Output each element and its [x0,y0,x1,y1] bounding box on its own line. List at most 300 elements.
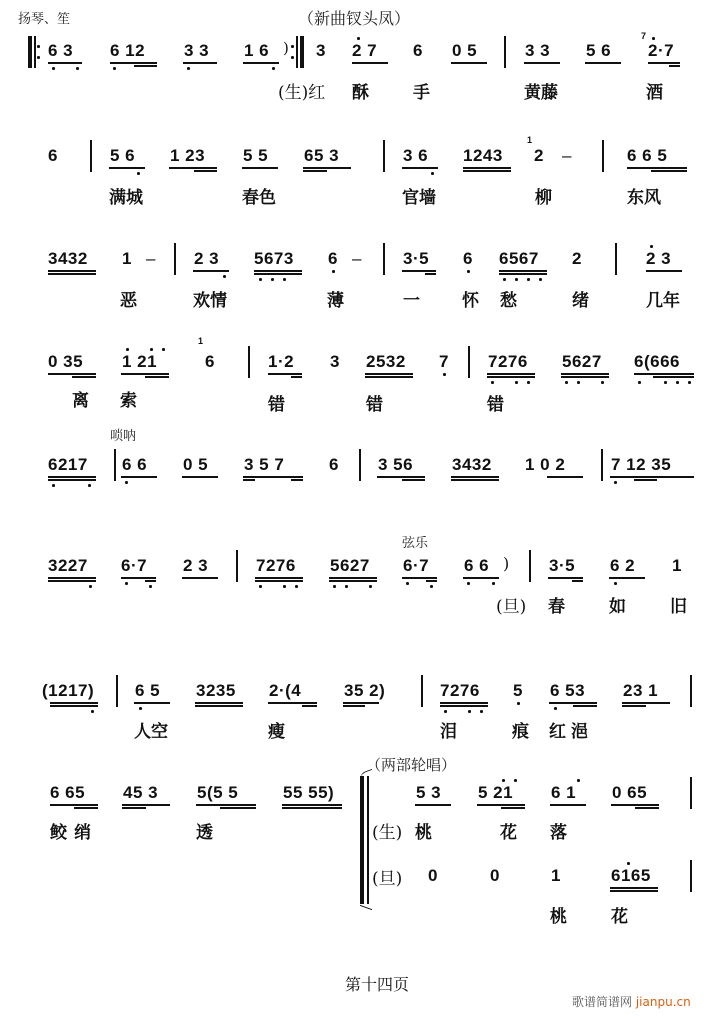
underline [440,702,488,704]
low-dot [539,278,542,281]
underline [282,804,342,806]
note-group: 3 6 [403,146,429,165]
low-dot [295,585,298,588]
underline [145,580,156,582]
note-group: 1 21 [122,352,158,371]
underline [121,476,157,478]
bracket-bottom [360,900,372,910]
note: 0 [428,866,438,885]
lyric: 痕 [512,722,529,742]
bracket-top [360,769,372,779]
underline [122,807,146,809]
underline [669,65,680,67]
underline [549,702,597,704]
low-dot [76,67,79,70]
note-group: 5627 [330,556,370,575]
barline [383,140,385,172]
underline [145,376,169,378]
underline [220,807,256,809]
repeat-dot [37,56,40,59]
note-group: 1 6 [244,41,270,60]
note-group: 2 7 [352,41,378,60]
underline [463,170,511,172]
underline [499,270,547,272]
underline [182,577,218,579]
note: 1 [672,556,682,575]
high-dot [126,348,129,351]
underline [627,167,687,169]
underline [573,705,597,707]
lyric: 瘦 [268,722,285,742]
low-dot [187,67,190,70]
underline [302,705,317,707]
high-dot [650,245,653,248]
low-dot [467,582,470,585]
lyric: 绡 [74,823,91,843]
lyric: 怀 [462,291,479,311]
underline [50,702,98,704]
barline [359,449,361,481]
low-dot [369,585,372,588]
underline [477,804,525,806]
low-dot [149,585,152,588]
lyric: 鲛 [50,823,67,843]
note-group: 6·7 [121,556,148,575]
high-dot [162,348,165,351]
note-group: 1 23 [170,146,206,165]
note: 6 [329,455,339,474]
note-group: 0 5 [183,455,209,474]
lyric: (生)红 [278,83,326,103]
low-dot [139,707,142,710]
note: 6 [463,249,473,268]
low-dot [527,278,530,281]
low-dot [430,585,433,588]
underline [463,167,511,169]
underline [651,170,687,172]
underline [572,580,583,582]
lyric: 红 [549,722,566,742]
underline [415,804,451,806]
low-dot [676,381,679,384]
note: 0 [490,866,500,885]
lyric: 酒 [646,83,663,103]
low-dot [614,481,617,484]
low-dot [89,585,92,588]
note-group: 6·7 [403,556,430,575]
low-dot [113,67,116,70]
duet-label: （两部轮唱） [366,756,457,774]
note-group: 3·5 [549,556,576,575]
note-group: 6 53 [550,681,586,700]
page-number: 第十四页 [345,975,410,994]
underline [610,890,658,892]
note-group: 5 6 [110,146,136,165]
underline [524,62,560,64]
underline [194,170,217,172]
underline [196,804,256,806]
lyric: 绪 [572,291,589,311]
underline [255,580,303,582]
high-dot [357,37,360,40]
underline [242,167,278,169]
lyric: 离 [72,391,89,411]
underline [122,804,170,806]
underline [255,577,303,579]
underline [195,705,243,707]
note-group: 2 3 [646,249,672,268]
underline [425,273,436,275]
watermark-site: 歌谱简谱网 [572,995,633,1009]
low-dot [52,484,55,487]
instrument-label: 弦乐 [402,536,429,551]
underline [440,705,488,707]
note-group: 0 65 [612,783,648,802]
underline [365,376,413,378]
low-dot [444,710,447,713]
note-group: 1·2 [268,352,295,371]
underline [48,479,96,481]
note: 2 [534,146,544,165]
note-group: 1243 [463,146,503,165]
low-dot [468,710,471,713]
barline [690,777,692,809]
note-group: 2·7 [648,41,675,60]
barline [114,449,116,481]
note-group: 3235 [196,681,236,700]
lyric: 人空 [134,722,168,742]
lyric: 愁 [500,291,517,311]
low-dot [515,381,518,384]
underline [451,62,487,64]
underline [109,167,145,169]
repeat-dot [37,45,40,48]
underline [487,376,535,378]
instrument-label: 扬琴、笙 [18,12,71,27]
note-group: 2·(4 [269,681,302,700]
underline [48,476,96,478]
low-dot [601,381,604,384]
barline [383,243,385,275]
barline [601,449,603,481]
underline [268,373,302,375]
lyric: 浥 [571,722,588,742]
note-group: 23 1 [623,681,659,700]
lyric: 错 [268,395,285,415]
underline [611,804,659,806]
low-dot [491,381,494,384]
underline [134,65,157,67]
note-group: 6 3 [48,41,74,60]
underline [110,62,157,64]
note-group: 5 21 [478,783,514,802]
underline [548,577,583,579]
high-dot [652,37,655,40]
lyric: 酥 [352,83,369,103]
note-group: 3432 [48,249,88,268]
note-group: 0 35 [48,352,84,371]
underline [402,167,438,169]
note-group: 3227 [48,556,88,575]
repeat-dot [291,45,294,48]
underline [329,580,377,582]
lyric: 一 [403,291,420,311]
underline [134,702,170,704]
note-group: 5(5 5 [197,783,239,802]
repeat-start-barline [28,36,32,68]
underline [48,577,96,579]
note-group: 6165 [611,866,651,885]
underline [50,804,98,806]
low-dot [492,582,495,585]
underline [183,62,217,64]
low-dot [88,484,91,487]
underline [426,580,437,582]
note-group: 0 5 [452,41,478,60]
underline [634,479,657,481]
lyric: 旧 [670,597,687,617]
role-label: (生) [372,823,403,843]
underline [610,476,694,478]
low-dot [527,381,530,384]
low-dot [52,67,55,70]
low-dot [503,278,506,281]
note-group: 2 3 [183,556,209,575]
underline [48,580,96,582]
underline [72,376,96,378]
note-group: 6 6 [464,556,490,575]
low-dot [406,582,409,585]
underline [487,373,535,375]
underline [329,577,377,579]
note-group: 2 3 [194,249,220,268]
lyric: 泪 [440,722,457,742]
note: 1 [122,249,132,268]
instrument-label: 唢呐 [110,429,137,444]
lyric: 恶 [120,291,137,311]
underline [291,479,303,481]
barline [174,243,176,275]
underline [50,705,98,707]
low-dot [480,710,483,713]
underline [254,270,302,272]
high-dot [514,779,517,782]
underline [182,476,218,478]
note-group: 5 3 [416,783,442,802]
note-group: 7276 [440,681,480,700]
underline [282,807,342,809]
underline [463,577,499,579]
underline [291,376,302,378]
barline [248,346,250,378]
barline [504,36,506,68]
low-dot [517,702,520,705]
low-dot [638,381,641,384]
note-group: 5627 [562,352,602,371]
underline [585,62,621,64]
lyric: 花 [611,907,628,927]
underline [48,273,96,275]
note-group: 45 3 [123,783,159,802]
low-dot [565,381,568,384]
low-dot [515,278,518,281]
underline [48,373,96,375]
role-label: (旦) [496,597,527,617]
underline [501,807,525,809]
low-dot [688,381,691,384]
note-group: 5673 [254,249,294,268]
close-paren: ) [283,39,289,57]
note-group: 7276 [256,556,296,575]
low-dot [271,278,274,281]
underline [451,476,499,478]
underline [634,373,694,375]
dash: – [562,146,572,165]
lyric: 几年 [646,291,680,311]
barline [690,675,692,707]
lyric: 如 [609,597,626,617]
lyric: 欢情 [193,291,227,311]
underline [121,577,156,579]
underline [343,705,365,707]
note-group: 6 1 [551,783,577,802]
tune-title: （新曲钗头凤） [298,9,411,28]
high-dot [150,348,153,351]
note: 6 [328,249,338,268]
system-bracket-line [367,776,369,904]
low-dot [443,373,446,376]
underline [550,804,586,806]
lyric: 花 [500,823,517,843]
note-group: 6567 [499,249,539,268]
lyric: 桃 [550,907,567,927]
low-dot [577,381,580,384]
lyric: 薄 [327,291,344,311]
low-dot [283,585,286,588]
note: 5 [513,681,523,700]
low-dot [345,585,348,588]
lyric: 满城 [109,188,143,208]
dash: – [146,249,156,268]
note-group: 2532 [366,352,406,371]
underline [74,807,98,809]
underline [609,577,645,579]
barline [34,36,36,68]
note-group: 5 6 [586,41,612,60]
watermark [572,993,691,1010]
barline [296,36,298,68]
barline [529,550,531,582]
note-group: 6(666 [634,352,680,371]
underline [365,373,413,375]
underline [169,167,217,169]
note-group: 6 2 [610,556,636,575]
note-group: 5 5 [243,146,269,165]
low-dot [614,582,617,585]
underline [646,270,682,272]
underline [648,62,680,64]
high-dot [577,779,580,782]
note-group: 3 3 [525,41,551,60]
lyric: 东风 [627,188,661,208]
low-dot [333,585,336,588]
note-group: 3 56 [378,455,414,474]
underline [622,705,646,707]
grace-note: 1 [527,135,533,145]
underline [610,887,658,889]
note: 1 [551,866,561,885]
underline [243,479,255,481]
underline [268,702,317,704]
underline [254,273,302,275]
lyric: 柳 [535,188,552,208]
low-dot [664,381,667,384]
lyric: 桃 [415,823,432,843]
note: 3 [330,352,340,371]
barline [236,550,238,582]
lyric: 透 [196,823,213,843]
note: 2 [572,249,582,268]
low-dot [259,278,262,281]
note: 6 [48,146,58,165]
low-dot [283,278,286,281]
underline [343,702,379,704]
underline [193,270,229,272]
underline [402,577,437,579]
underline [377,476,425,478]
underline [48,270,96,272]
barline [615,243,617,275]
low-dot [259,585,262,588]
note-group: 6 5 [135,681,161,700]
note-group: 3 5 7 [244,455,285,474]
note-group: 3 3 [184,41,210,60]
low-dot [125,582,128,585]
note-group: 6 65 [50,783,86,802]
lyric: 错 [487,395,504,415]
underline [48,62,82,64]
note-group: 3·5 [403,249,430,268]
note-group: 6 6 5 [627,146,668,165]
barline [690,860,692,892]
barline [602,140,604,172]
lyric: 黄藤 [524,83,558,103]
underline [352,62,388,64]
lyric: 索 [120,391,137,411]
underline [303,167,351,169]
system-bracket [360,776,364,904]
underline [547,476,583,478]
lyric: 落 [550,823,567,843]
low-dot [272,67,275,70]
underline [622,702,670,704]
note-group: 7 12 35 [611,455,672,474]
note-group: 1 0 2 [525,455,566,474]
barline [468,346,470,378]
low-dot [332,270,335,273]
underline [243,62,279,64]
underline [195,702,243,704]
underline [402,479,425,481]
barline [116,675,118,707]
repeat-dot [291,56,294,59]
note-group: (1217) [42,681,95,700]
underline [561,376,609,378]
high-dot [627,862,630,865]
note-group: 7276 [488,352,528,371]
dash: – [352,249,362,268]
note: 3 [316,41,326,60]
